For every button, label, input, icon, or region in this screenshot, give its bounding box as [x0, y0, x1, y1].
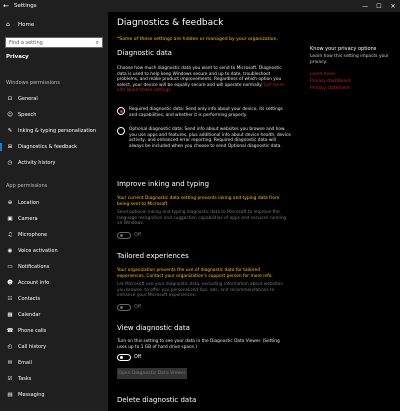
inking-toggle[interactable] [117, 232, 131, 239]
privacy-options-title: Know your privacy options [310, 46, 377, 52]
sidebar-item-inking[interactable] [0, 125, 108, 137]
history-icon: ◷ [7, 160, 13, 166]
diagnostic-data-description: Choose how much diagnostic data you want to send to Microsoft. Diagnostic data is used to help keep Windows secure and up to date, troubleshoot problems, and make product improvements. Regardless of which option you select, your device will be equally secure and will operate normally. Get more info about these settings [117, 66, 284, 94]
sidebar-item-tasks[interactable] [0, 373, 108, 385]
minimize-button[interactable]: — [362, 2, 368, 10]
sidebar-item-voice-activation[interactable] [0, 245, 108, 257]
view-data-toggle[interactable] [117, 354, 131, 361]
app-permissions-heading: App permissions [6, 183, 48, 189]
inking-warning: Your current Diagnostic data setting prevents inking and typing data from being sent to Microsoft. [117, 196, 280, 207]
sidebar-item-label: Call history [18, 344, 47, 350]
delete-data-heading: Delete diagnostic data [117, 396, 197, 404]
sidebar-item-label: Email [18, 360, 32, 366]
required-data-radio[interactable] [117, 107, 125, 115]
sidebar-item-label: Activity history [18, 160, 56, 166]
messaging-icon: ▤ [7, 392, 13, 398]
section-title: Privacy [6, 54, 29, 60]
camera-icon: ▣ [7, 216, 13, 222]
sidebar-item-notifications[interactable] [0, 261, 108, 273]
sidebar-item-general[interactable] [0, 93, 108, 105]
privacy-options-description: Learn how this setting impacts your privacy. [310, 54, 389, 65]
inking-toggle-label: Off [134, 233, 142, 238]
call-history-icon: ◴ [7, 344, 13, 350]
sidebar-item-label: Inking & typing personalization [18, 128, 97, 134]
inking-heading: Improve inking and typing [117, 180, 210, 188]
view-data-heading: View diagnostic data [117, 324, 190, 332]
tailored-toggle-label: Off [134, 305, 142, 310]
notification-icon: ▭ [7, 264, 13, 270]
sidebar-item-label: Tasks [18, 376, 32, 382]
required-data-label: Required diagnostic data: Send only info about your device, its settings and capabilities, and whether it is performing properly. [129, 107, 283, 118]
diagnostics-icon: ⊞ [7, 144, 13, 150]
sidebar-item-microphone[interactable] [0, 229, 108, 241]
main-content [108, 12, 400, 411]
more-info-link[interactable]: Get more info about these settings [117, 82, 284, 94]
search-box[interactable] [5, 37, 103, 48]
sidebar-item-email[interactable] [0, 357, 108, 369]
close-button[interactable]: ✕ [390, 2, 396, 10]
sidebar-item-label: Account info [18, 280, 50, 286]
sidebar-item-diagnostics[interactable] [0, 141, 108, 153]
organization-note: *Some of these settings are hidden or managed by your organization. [117, 37, 278, 42]
learn-more-link[interactable]: Learn more [310, 72, 336, 77]
location-icon: ⊕ [7, 200, 13, 206]
windows-permissions-heading: Windows permissions [6, 80, 60, 86]
sidebar-item-label: Calendar [18, 312, 41, 318]
sidebar-item-contacts[interactable] [0, 293, 108, 305]
sidebar-item-messaging[interactable] [0, 389, 108, 401]
sidebar-item-label: Contacts [18, 296, 41, 302]
tailored-toggle[interactable] [117, 304, 131, 311]
tasks-icon: ☑ [7, 376, 13, 382]
speech-icon: ☺ [7, 112, 13, 118]
sidebar-item-phone-calls[interactable] [0, 325, 108, 337]
privacy-dashboard-link[interactable]: Privacy dashboard [310, 79, 351, 84]
sidebar-item-label: Voice activation [18, 248, 58, 254]
home-label: Home [18, 21, 35, 28]
window-title: Settings [14, 3, 37, 9]
sidebar-item-label: Phone calls [18, 328, 47, 334]
tailored-heading: Tailored experiences [117, 252, 189, 260]
lock-icon: ⊡ [7, 96, 13, 102]
email-icon: ✉ [7, 360, 13, 366]
sidebar-item-activity-history[interactable] [0, 157, 108, 169]
sidebar-item-call-history[interactable] [0, 341, 108, 353]
back-arrow-icon[interactable]: ← [3, 2, 9, 10]
phone-icon: ☎ [6, 328, 14, 334]
calendar-icon: ▦ [7, 312, 13, 318]
tailored-warning: Your organization prevents the use of diagnostic data for tailored experiences. Contact your organization's support person for more info. [117, 268, 273, 279]
sidebar-item-label: Location [18, 200, 40, 206]
title-bar [0, 0, 400, 12]
window-controls [358, 0, 400, 12]
open-data-viewer-button[interactable]: Open Diagnostic Data Viewer [117, 368, 187, 379]
voice-icon: ◉ [7, 248, 13, 254]
contacts-icon: ☷ [7, 296, 13, 302]
diagnostic-data-heading: Diagnostic data [117, 49, 172, 57]
maximize-button[interactable]: ☐ [376, 2, 382, 10]
sidebar-item-speech[interactable] [0, 109, 108, 121]
sidebar-item-camera[interactable] [0, 213, 108, 225]
sidebar-item-label: Speech [18, 112, 37, 118]
sidebar-item-label: Messaging [18, 392, 45, 398]
sidebar-item-label: Diagnostics & feedback [18, 144, 78, 150]
sidebar-item-label: Camera [18, 216, 38, 222]
search-input[interactable]: Find a setting [9, 40, 43, 46]
page-title: Diagnostics & feedback [117, 18, 224, 28]
optional-data-label: Optional diagnostic data: Send info about websites you browse and how you use apps and features, plus additional info about device health, device activity, and enhanced error reporting. Required diagnostic data will always be included when you choose to send Optional diagnostic data. [129, 127, 291, 149]
inking-description: Send optional inking and typing diagnostic data to Microsoft to improve the language recognition and suggestion capabilities of apps and services running on Windows. [117, 210, 287, 227]
sidebar-item-label: Notifications [18, 264, 50, 270]
pen-icon: ✎ [7, 128, 13, 134]
privacy-statement-link[interactable]: Privacy statement [310, 86, 350, 91]
view-data-toggle-label: Off [134, 355, 142, 360]
optional-data-radio[interactable] [117, 127, 125, 135]
sidebar-item-label: Microphone [18, 232, 48, 238]
search-icon[interactable]: ⌕ [95, 39, 99, 46]
account-icon: ☻ [7, 280, 13, 286]
home-icon: ⌂ [6, 21, 10, 28]
microphone-icon: ♫ [7, 232, 13, 238]
sidebar-item-account-info[interactable] [0, 277, 108, 289]
home-nav-item[interactable] [6, 21, 34, 28]
tailored-description: Let Microsoft use your diagnostic data, excluding information about websites you browse, to offer you personalized tips, ads, and recommendations to enhance your Microsoft experiences. [117, 282, 283, 299]
view-data-description: Turn on this setting to see your data in the Diagnostic Data Viewer. (Setting uses up to 1 GB of hard drive space.) [117, 339, 280, 350]
sidebar-item-label: General [18, 96, 38, 102]
sidebar-item-location[interactable] [0, 197, 108, 209]
sidebar-item-calendar[interactable] [0, 309, 108, 321]
sidebar [0, 12, 108, 411]
